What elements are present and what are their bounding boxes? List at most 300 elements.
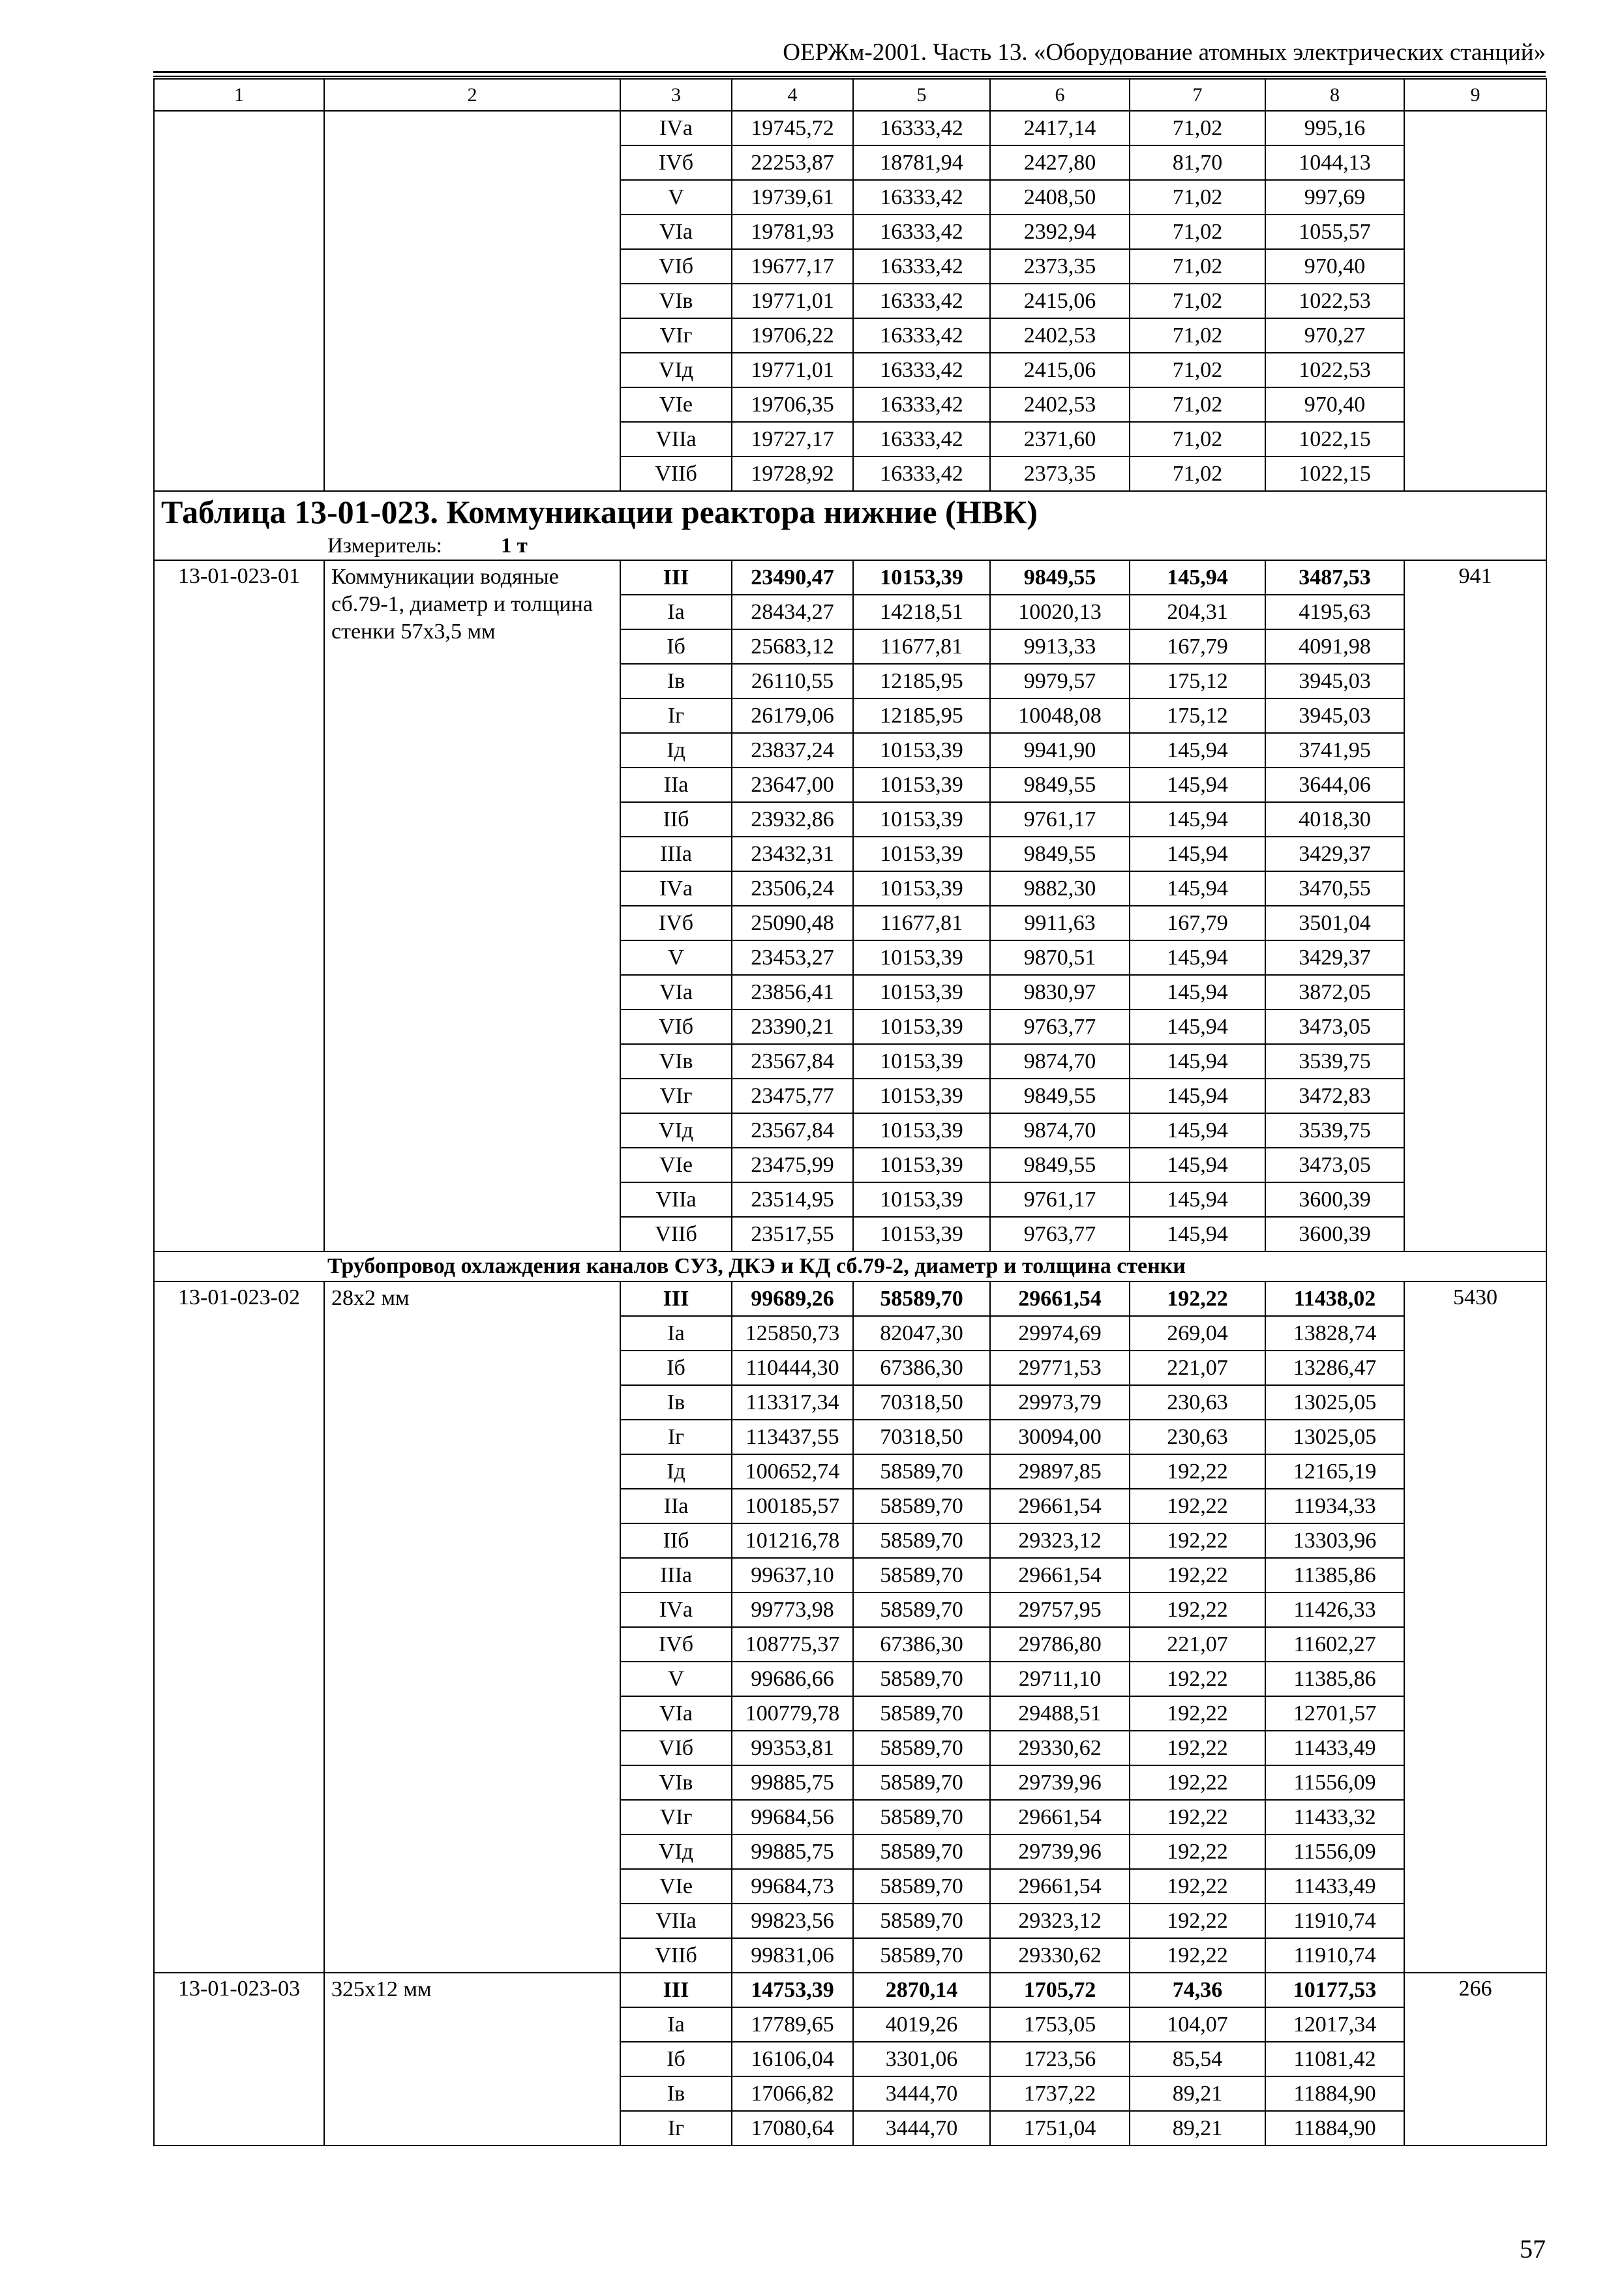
machine-cost: 29661,54 [990,1281,1130,1316]
item-weight: 266 [1404,1973,1546,2146]
labor-cost: 16333,42 [853,456,990,491]
total-cost: 99353,81 [732,1731,853,1765]
materials-cost: 12165,19 [1265,1454,1404,1489]
machine-cost: 10048,08 [990,698,1130,733]
total-cost: 28434,27 [732,595,853,629]
driver-wages: 89,21 [1130,2076,1265,2111]
item-description: Коммуникации водяные сб.79-1, диаметр и толщина стенки 57х3,5 мм [324,560,620,1251]
total-cost: 19677,17 [732,249,853,284]
table-title-row [154,491,1546,532]
materials-cost: 3945,03 [1265,664,1404,698]
driver-wages: 145,94 [1130,975,1265,1010]
driver-wages: 145,94 [1130,768,1265,802]
machine-cost: 29757,95 [990,1593,1130,1627]
materials-cost: 995,16 [1265,111,1404,145]
total-cost: 113317,34 [732,1385,853,1420]
driver-wages: 145,94 [1130,802,1265,837]
labor-cost: 10153,39 [853,1217,990,1251]
materials-cost: 3429,37 [1265,837,1404,871]
materials-cost: 3539,75 [1265,1113,1404,1148]
driver-wages: 192,22 [1130,1558,1265,1593]
zone-code: VIIб [620,1938,732,1973]
materials-cost: 13286,47 [1265,1351,1404,1385]
total-cost: 25090,48 [732,906,853,940]
materials-cost: 3741,95 [1265,733,1404,768]
running-header: ОЕРЖм-2001. Часть 13. «Оборудование атомных электрических станций» [783,39,1546,66]
zone-code: Iв [620,2076,732,2111]
labor-cost: 58589,70 [853,1454,990,1489]
machine-cost: 9763,77 [990,1217,1130,1251]
materials-cost: 12701,57 [1265,1696,1404,1731]
labor-cost: 2870,14 [853,1973,990,2007]
labor-cost: 70318,50 [853,1420,990,1454]
labor-cost: 82047,30 [853,1316,990,1351]
machine-cost: 29323,12 [990,1904,1130,1938]
materials-cost: 11884,90 [1265,2111,1404,2146]
materials-cost: 13025,05 [1265,1385,1404,1420]
item-weight: 5430 [1404,1281,1546,1973]
machine-cost: 9874,70 [990,1044,1130,1079]
materials-cost: 1022,53 [1265,353,1404,387]
labor-cost: 10153,39 [853,802,990,837]
machine-cost: 29661,54 [990,1558,1130,1593]
materials-cost: 11433,32 [1265,1800,1404,1834]
machine-cost: 9941,90 [990,733,1130,768]
zone-code: V [620,180,732,215]
driver-wages: 221,07 [1130,1627,1265,1662]
driver-wages: 71,02 [1130,422,1265,456]
labor-cost: 70318,50 [853,1385,990,1420]
section-heading: Трубопровод охлаждения каналов СУЗ, ДКЭ и КД сб.79-2, диаметр и толщина стенки [154,1251,1546,1281]
materials-cost: 13303,96 [1265,1523,1404,1558]
labor-cost: 10153,39 [853,975,990,1010]
zone-code: VIд [620,1834,732,1869]
driver-wages: 145,94 [1130,1044,1265,1079]
machine-cost: 2373,35 [990,249,1130,284]
zone-code: VIа [620,215,732,249]
machine-cost: 29323,12 [990,1523,1130,1558]
materials-cost: 3600,39 [1265,1217,1404,1251]
total-cost: 99684,73 [732,1869,853,1904]
labor-cost: 58589,70 [853,1731,990,1765]
driver-wages: 192,22 [1130,1696,1265,1731]
machine-cost: 2373,35 [990,456,1130,491]
materials-cost: 4091,98 [1265,629,1404,664]
driver-wages: 71,02 [1130,111,1265,145]
labor-cost: 12185,95 [853,664,990,698]
machine-cost: 2402,53 [990,318,1130,353]
total-cost: 22253,87 [732,145,853,180]
zone-code: IIб [620,802,732,837]
materials-cost: 11556,09 [1265,1834,1404,1869]
driver-wages: 192,22 [1130,1454,1265,1489]
total-cost: 25683,12 [732,629,853,664]
driver-wages: 221,07 [1130,1351,1265,1385]
zone-code: VIIб [620,1217,732,1251]
total-cost: 23517,55 [732,1217,853,1251]
materials-cost: 4018,30 [1265,802,1404,837]
total-cost: 23932,86 [732,802,853,837]
driver-wages: 167,79 [1130,906,1265,940]
zone-code: V [620,1662,732,1696]
driver-wages: 145,94 [1130,837,1265,871]
zone-code: Iа [620,595,732,629]
materials-cost: 970,40 [1265,249,1404,284]
labor-cost: 10153,39 [853,871,990,906]
materials-cost: 997,69 [1265,180,1404,215]
total-cost: 99823,56 [732,1904,853,1938]
materials-cost: 1022,15 [1265,422,1404,456]
driver-wages: 192,22 [1130,1765,1265,1800]
machine-cost: 29974,69 [990,1316,1130,1351]
column-number: 9 [1404,79,1546,111]
total-cost: 23856,41 [732,975,853,1010]
labor-cost: 58589,70 [853,1523,990,1558]
machine-cost: 29739,96 [990,1834,1130,1869]
labor-cost: 58589,70 [853,1800,990,1834]
total-cost: 26179,06 [732,698,853,733]
labor-cost: 58589,70 [853,1904,990,1938]
labor-cost: 10153,39 [853,940,990,975]
item-code: 13-01-023-01 [154,560,324,1251]
weight-cell-empty [1404,111,1546,491]
driver-wages: 230,63 [1130,1385,1265,1420]
materials-cost: 1044,13 [1265,145,1404,180]
column-numbers-row [154,79,1546,111]
zone-code: VIв [620,1044,732,1079]
labor-cost: 12185,95 [853,698,990,733]
machine-cost: 2415,06 [990,353,1130,387]
item-code: 13-01-023-02 [154,1281,324,1973]
zone-code: Iг [620,2111,732,2146]
item-description: 28х2 мм [324,1281,620,1973]
materials-cost: 3600,39 [1265,1182,1404,1217]
column-number: 4 [732,79,853,111]
driver-wages: 71,02 [1130,456,1265,491]
machine-cost: 1737,22 [990,2076,1130,2111]
labor-cost: 3444,70 [853,2076,990,2111]
total-cost: 23514,95 [732,1182,853,1217]
total-cost: 100652,74 [732,1454,853,1489]
driver-wages: 145,94 [1130,733,1265,768]
materials-cost: 13828,74 [1265,1316,1404,1351]
materials-cost: 1055,57 [1265,215,1404,249]
total-cost: 108775,37 [732,1627,853,1662]
total-cost: 19771,01 [732,284,853,318]
driver-wages: 192,22 [1130,1731,1265,1765]
machine-cost: 1723,56 [990,2042,1130,2076]
machine-cost: 9761,17 [990,802,1130,837]
machine-cost: 2427,80 [990,145,1130,180]
labor-cost: 16333,42 [853,215,990,249]
driver-wages: 89,21 [1130,2111,1265,2146]
driver-wages: 192,22 [1130,1938,1265,1973]
driver-wages: 71,02 [1130,353,1265,387]
materials-cost: 3473,05 [1265,1010,1404,1044]
header-rule-thin [153,76,1546,77]
total-cost: 19706,35 [732,387,853,422]
zone-code: VIб [620,249,732,284]
materials-cost: 11602,27 [1265,1627,1404,1662]
materials-cost: 970,27 [1265,318,1404,353]
machine-cost: 9761,17 [990,1182,1130,1217]
materials-cost: 11884,90 [1265,2076,1404,2111]
driver-wages: 145,94 [1130,1113,1265,1148]
materials-cost: 11081,42 [1265,2042,1404,2076]
zone-code: VIв [620,284,732,318]
driver-wages: 192,22 [1130,1869,1265,1904]
total-cost: 23390,21 [732,1010,853,1044]
total-cost: 23837,24 [732,733,853,768]
zone-code: VIIа [620,1182,732,1217]
machine-cost: 9911,63 [990,906,1130,940]
zone-code: Iб [620,1351,732,1385]
total-cost: 17789,65 [732,2007,853,2042]
zone-code: Iб [620,2042,732,2076]
table-title: Таблица 13-01-023. Коммуникации реактора нижние (НВК) [154,491,1546,532]
labor-cost: 16333,42 [853,249,990,284]
total-cost: 23475,77 [732,1079,853,1113]
machine-cost: 30094,00 [990,1420,1130,1454]
zone-code: Iд [620,733,732,768]
machine-cost: 2392,94 [990,215,1130,249]
labor-cost: 67386,30 [853,1627,990,1662]
materials-cost: 970,40 [1265,387,1404,422]
total-cost: 23432,31 [732,837,853,871]
driver-wages: 145,94 [1130,1010,1265,1044]
machine-cost: 29488,51 [990,1696,1130,1731]
total-cost: 19739,61 [732,180,853,215]
total-cost: 23567,84 [732,1113,853,1148]
labor-cost: 3444,70 [853,2111,990,2146]
materials-cost: 11438,02 [1265,1281,1404,1316]
zone-code: IVб [620,906,732,940]
zone-code: IVа [620,1593,732,1627]
total-cost: 23490,47 [732,560,853,595]
materials-cost: 11385,86 [1265,1558,1404,1593]
column-number: 8 [1265,79,1404,111]
total-cost: 19771,01 [732,353,853,387]
labor-cost: 58589,70 [853,1834,990,1869]
labor-cost: 16333,42 [853,318,990,353]
machine-cost: 2415,06 [990,284,1130,318]
total-cost: 101216,78 [732,1523,853,1558]
materials-cost: 3539,75 [1265,1044,1404,1079]
labor-cost: 67386,30 [853,1351,990,1385]
zone-code: III [620,560,732,595]
zone-code: Iб [620,629,732,664]
labor-cost: 16333,42 [853,387,990,422]
materials-cost: 4195,63 [1265,595,1404,629]
machine-cost: 9874,70 [990,1113,1130,1148]
total-cost: 17080,64 [732,2111,853,2146]
materials-cost: 11910,74 [1265,1938,1404,1973]
zone-code: VIIа [620,422,732,456]
total-cost: 100779,78 [732,1696,853,1731]
zone-code: III [620,1973,732,2007]
zone-code: IIб [620,1523,732,1558]
column-number: 2 [324,79,620,111]
zone-code: III [620,1281,732,1316]
driver-wages: 71,02 [1130,215,1265,249]
zone-code: VIд [620,353,732,387]
table-row [154,111,1546,145]
labor-cost: 10153,39 [853,1182,990,1217]
unit-value: 1 т [500,534,528,558]
machine-cost: 9870,51 [990,940,1130,975]
labor-cost: 10153,39 [853,768,990,802]
item-code: 13-01-023-03 [154,1973,324,2146]
labor-cost: 58589,70 [853,1593,990,1627]
zone-code: VIа [620,1696,732,1731]
materials-cost: 11556,09 [1265,1765,1404,1800]
driver-wages: 71,02 [1130,284,1265,318]
driver-wages: 269,04 [1130,1316,1265,1351]
unit-cell [154,532,1546,560]
labor-cost: 10153,39 [853,1148,990,1182]
machine-cost: 2402,53 [990,387,1130,422]
column-number: 5 [853,79,990,111]
zone-code: VIIб [620,456,732,491]
driver-wages: 230,63 [1130,1420,1265,1454]
total-cost: 19781,93 [732,215,853,249]
labor-cost: 16333,42 [853,422,990,456]
zone-code: Iа [620,2007,732,2042]
materials-cost: 3945,03 [1265,698,1404,733]
materials-cost: 11385,86 [1265,1662,1404,1696]
machine-cost: 1751,04 [990,2111,1130,2146]
machine-cost: 2371,60 [990,422,1130,456]
driver-wages: 85,54 [1130,2042,1265,2076]
labor-cost: 58589,70 [853,1938,990,1973]
section-heading-row [154,1251,1546,1281]
zone-code: Iв [620,1385,732,1420]
labor-cost: 14218,51 [853,595,990,629]
machine-cost: 29739,96 [990,1765,1130,1800]
table-row [154,560,1546,595]
total-cost: 99885,75 [732,1765,853,1800]
page-number: 57 [1520,2234,1546,2264]
unit-row [154,532,1546,560]
total-cost: 99773,98 [732,1593,853,1627]
driver-wages: 192,22 [1130,1593,1265,1627]
labor-cost: 58589,70 [853,1558,990,1593]
machine-cost: 9849,55 [990,1079,1130,1113]
machine-cost: 29897,85 [990,1454,1130,1489]
zone-code: IVа [620,111,732,145]
driver-wages: 175,12 [1130,664,1265,698]
labor-cost: 10153,39 [853,733,990,768]
total-cost: 99831,06 [732,1938,853,1973]
zone-code: VIIа [620,1904,732,1938]
machine-cost: 1705,72 [990,1973,1130,2007]
total-cost: 14753,39 [732,1973,853,2007]
materials-cost: 1022,15 [1265,456,1404,491]
labor-cost: 16333,42 [853,353,990,387]
column-number: 7 [1130,79,1265,111]
total-cost: 19727,17 [732,422,853,456]
zone-code: IVб [620,145,732,180]
total-cost: 100185,57 [732,1489,853,1523]
driver-wages: 192,22 [1130,1523,1265,1558]
labor-cost: 3301,06 [853,2042,990,2076]
materials-cost: 11433,49 [1265,1731,1404,1765]
zone-code: Iг [620,1420,732,1454]
driver-wages: 74,36 [1130,1973,1265,2007]
zone-code: VIв [620,1765,732,1800]
driver-wages: 145,94 [1130,1148,1265,1182]
machine-cost: 9849,55 [990,837,1130,871]
machine-cost: 29661,54 [990,1489,1130,1523]
total-cost: 99689,26 [732,1281,853,1316]
materials-cost: 11910,74 [1265,1904,1404,1938]
driver-wages: 175,12 [1130,698,1265,733]
driver-wages: 81,70 [1130,145,1265,180]
total-cost: 19728,92 [732,456,853,491]
total-cost: 23567,84 [732,1044,853,1079]
description-cell-empty [324,111,620,491]
materials-cost: 11426,33 [1265,1593,1404,1627]
labor-cost: 16333,42 [853,284,990,318]
machine-cost: 29330,62 [990,1938,1130,1973]
materials-cost: 3501,04 [1265,906,1404,940]
zone-code: VIе [620,1148,732,1182]
materials-cost: 3487,53 [1265,560,1404,595]
labor-cost: 16333,42 [853,180,990,215]
total-cost: 26110,55 [732,664,853,698]
total-cost: 99686,66 [732,1662,853,1696]
machine-cost: 2417,14 [990,111,1130,145]
zone-code: VIг [620,318,732,353]
item-description: 325х12 мм [324,1973,620,2146]
machine-cost: 9849,55 [990,768,1130,802]
zone-code: Iа [620,1316,732,1351]
labor-cost: 10153,39 [853,1044,990,1079]
labor-cost: 58589,70 [853,1696,990,1731]
machine-cost: 10020,13 [990,595,1130,629]
zone-code: IIа [620,1489,732,1523]
materials-cost: 3429,37 [1265,940,1404,975]
labor-cost: 10153,39 [853,1079,990,1113]
zone-code: VIе [620,387,732,422]
materials-cost: 12017,34 [1265,2007,1404,2042]
labor-cost: 58589,70 [853,1489,990,1523]
machine-cost: 9882,30 [990,871,1130,906]
labor-cost: 10153,39 [853,1113,990,1148]
driver-wages: 71,02 [1130,180,1265,215]
driver-wages: 167,79 [1130,629,1265,664]
machine-cost: 9849,55 [990,560,1130,595]
driver-wages: 71,02 [1130,249,1265,284]
zone-code: IVб [620,1627,732,1662]
driver-wages: 145,94 [1130,871,1265,906]
total-cost: 17066,82 [732,2076,853,2111]
driver-wages: 192,22 [1130,1834,1265,1869]
total-cost: 99885,75 [732,1834,853,1869]
materials-cost: 3473,05 [1265,1148,1404,1182]
machine-cost: 2408,50 [990,180,1130,215]
materials-cost: 3470,55 [1265,871,1404,906]
zone-code: VIб [620,1731,732,1765]
column-number: 6 [990,79,1130,111]
machine-cost: 29973,79 [990,1385,1130,1420]
machine-cost: 29786,80 [990,1627,1130,1662]
materials-cost: 11934,33 [1265,1489,1404,1523]
total-cost: 110444,30 [732,1351,853,1385]
materials-cost: 10177,53 [1265,1973,1404,2007]
total-cost: 23475,99 [732,1148,853,1182]
driver-wages: 145,94 [1130,1079,1265,1113]
